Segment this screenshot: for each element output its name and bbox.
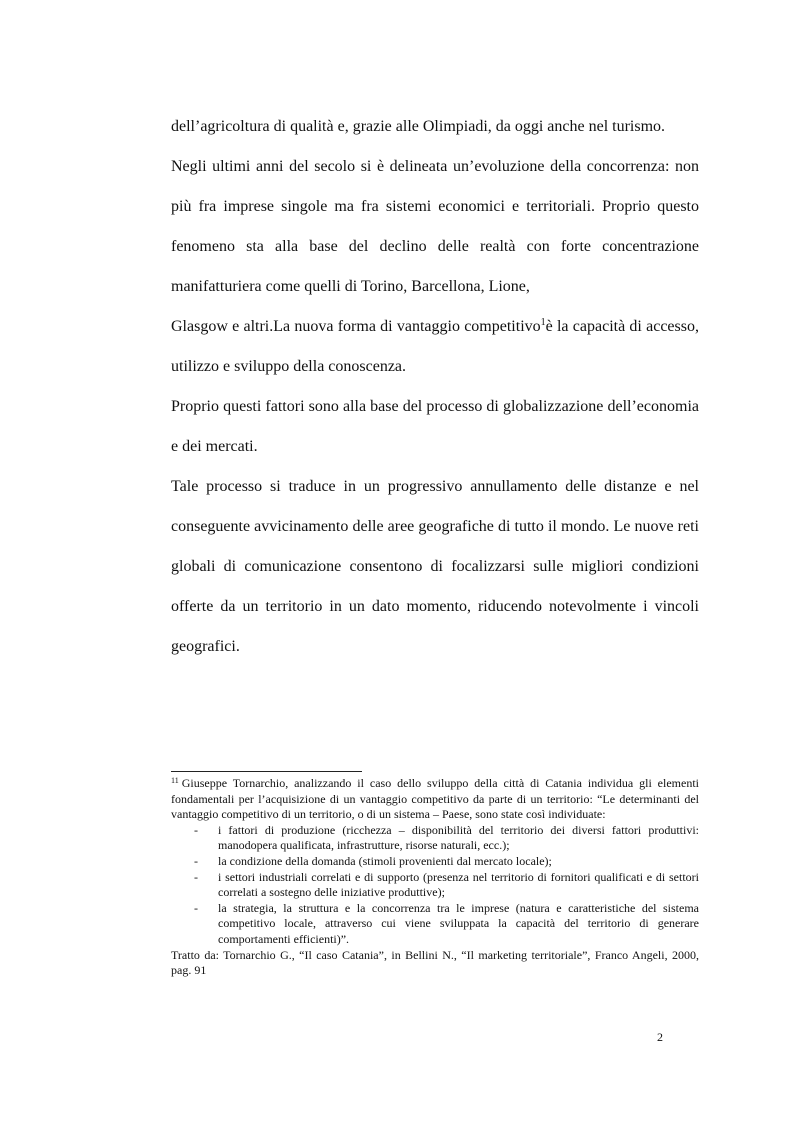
footnote-intro (171, 776, 699, 823)
dash-bullet: - (194, 869, 198, 884)
footnote (171, 776, 699, 979)
page-number: 2 (657, 1030, 663, 1044)
paragraph-text: è la capacità di accesso, utilizzo e sviluppo della conoscenza. (171, 318, 699, 375)
paragraph: Tale processo si traduce in un progressivo annullamento delle distanze e nel conseguente avvicinamento delle aree geografiche di tutto il mondo. Le nuove reti globali di comunicazione consentono di focalizzarsi sulle migliori condizioni offerte da un territorio in un dato momento, riducendo notevolmente i vincoli geografici. (171, 478, 699, 655)
footnote-separator (171, 771, 362, 772)
footnote-list-item (171, 870, 699, 901)
dash-bullet: - (194, 822, 198, 837)
footnote-reference[interactable]: 1 (540, 317, 546, 328)
footnote-item-text: i fattori di produzione (ricchezza – disponibilità del territorio dei diversi fattori produttivi: manodopera qualificata, infrastrutture, risorse naturali, ecc.); (218, 822, 699, 853)
paragraph-with-footnote-ref (171, 307, 699, 387)
paragraph-text: Glasgow e altri.La nuova forma di vantaggio competitivo (171, 318, 541, 335)
footnote-list (171, 823, 699, 948)
footnote-list-item (171, 901, 699, 948)
footnote-source: Tratto da: Tornarchio G., “Il caso Catania”, in Bellini N., “Il marketing territoriale”, Franco Angeli, 2000, pag. 91 (171, 947, 699, 978)
footnote-number: 11 (171, 776, 179, 785)
paragraph: dell’agricoltura di qualità e, grazie alle Olimpiadi, da oggi anche nel turismo. (171, 118, 666, 135)
footnote-intro-text: Giuseppe Tornarchio, analizzando il caso dello sviluppo della città di Catania individua gli elementi fondamentali per l’acquisizione di un vantaggio competitivo da parte di un territorio: “Le determinanti del vantaggio competitivo di un territorio, o di un sistema – Paese, sono state così individuate: (171, 776, 699, 822)
footnote-item-text: i settori industriali correlati e di supporto (presenza nel territorio di fornitori qualificati e di settori correlati a sostegno delle iniziative produttive); (218, 869, 699, 900)
dash-bullet: - (194, 853, 198, 868)
footnote-item-text: la strategia, la struttura e la concorrenza tra le imprese (natura e caratteristiche del sistema competitivo locale, attraverso cui viene sviluppata la capacità del territorio di generare comportamenti efficienti)”. (218, 900, 699, 946)
paragraph: Proprio questi fattori sono alla base del processo di globalizzazione dell’economia e dei mercati. (171, 398, 699, 455)
body-text (171, 107, 699, 667)
dash-bullet: - (194, 900, 198, 915)
footnote-list-item (171, 823, 699, 854)
paragraph: Negli ultimi anni del secolo si è delineata un’evoluzione della concorrenza: non più fra imprese singole ma fra sistemi economici e territoriali. Proprio questo fenomeno sta alla base del declino delle realtà con forte concentrazione manifatturiera come quelli di Torino, Barcellona, Lione, (171, 158, 699, 295)
footnote-list-item (171, 854, 699, 870)
footnote-item-text: la condizione della domanda (stimoli provenienti dal mercato locale); (218, 853, 552, 868)
